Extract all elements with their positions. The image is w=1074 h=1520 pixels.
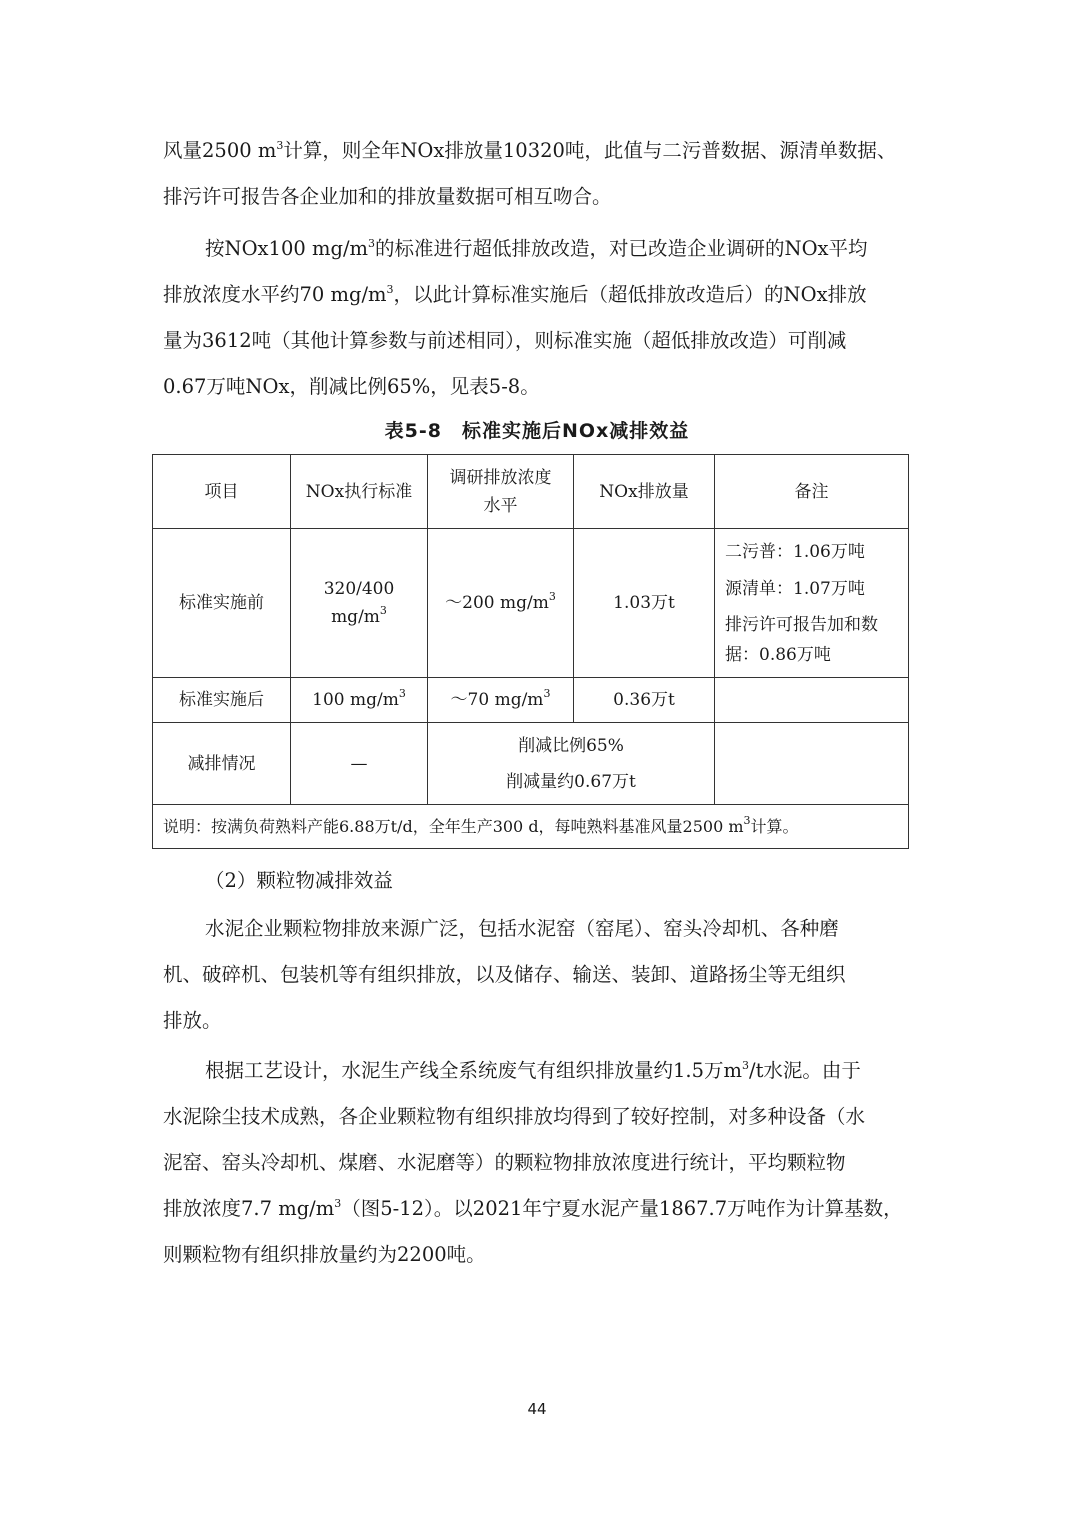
paragraph-2-line-4: 0.67万吨NOx，削减比例65%，见表5-8。 xyxy=(163,375,540,398)
cell-before-level: ～200 $mg/m^3$ xyxy=(428,529,574,678)
header-nox-emission: NOx排放量 xyxy=(574,455,715,529)
table-caption: 表5-8 标准实施后NOx减排效益 xyxy=(384,420,690,442)
cell-reduction-merged: 削减比例65% 削减量约0.67万t xyxy=(428,723,715,805)
paragraph-3 xyxy=(163,906,911,1044)
cell-after-notes xyxy=(715,678,909,723)
cell-before-emission: 1.03万t xyxy=(574,529,715,678)
table-footnote-row xyxy=(153,805,909,849)
paragraph-4-line-5: 则颗粒物有组织排放量约为2200吨。 xyxy=(163,1243,486,1266)
cell-before-notes: 二污普：1.06万吨 源清单：1.07万吨 排污许可报告加和数 据：0.86万吨 xyxy=(715,529,909,678)
table-header-row xyxy=(153,455,909,529)
paragraph-1 xyxy=(163,128,911,220)
paragraph-3-line-2: 机、破碎机、包装机等有组织排放，以及储存、输送、装卸、道路扬尘等无组织 xyxy=(163,963,846,986)
cell-reduction-label: 减排情况 xyxy=(153,723,291,805)
cell-after-emission: 0.36万t xyxy=(574,678,715,723)
cell-reduction-standard: — xyxy=(291,723,428,805)
header-item: 项目 xyxy=(153,455,291,529)
paragraph-4-line-3: 泥窑、窑头冷却机、煤磨、水泥磨等）的颗粒物排放浓度进行统计，平均颗粒物 xyxy=(163,1151,846,1174)
cell-reduction-notes xyxy=(715,723,909,805)
header-nox-standard: NOx执行标准 xyxy=(291,455,428,529)
paragraph-4 xyxy=(163,1048,911,1278)
paragraph-4-line-4: 排放浓度7.7 $mg/m^3$（图5-12）。以2021年宁夏水泥产量1867.7万吨作为计算基数， xyxy=(163,1197,903,1220)
header-notes: 备注 xyxy=(715,455,909,529)
paragraph-1-line-2: 排污许可报告各企业加和的排放量数据可相互吻合。 xyxy=(163,185,612,208)
table-row-before xyxy=(153,529,909,678)
cell-after-label: 标准实施后 xyxy=(153,678,291,723)
paragraph-4-line-1: 根据工艺设计，水泥生产线全系统废气有组织排放量约1.5万$m^3/t$水泥。由于 xyxy=(205,1059,861,1082)
paragraph-2-line-2: 排放浓度水平约70 $mg/m^3$，以此计算标准实施后（超低排放改造后）的NOx排放 xyxy=(163,283,867,306)
paragraph-2-line-3: 量为3612吨（其他计算参数与前述相同），则标准实施（超低排放改造）可削减 xyxy=(163,329,847,352)
header-survey-level: 调研排放浓度 水平 xyxy=(428,455,574,529)
paragraph-3-line-3: 排放。 xyxy=(163,1009,222,1032)
cell-before-standard: 320/400 $mg/m^3$ xyxy=(291,529,428,678)
nox-reduction-table xyxy=(152,454,909,849)
cell-after-level: ～70 $mg/m^3$ xyxy=(428,678,574,723)
table-row-after xyxy=(153,678,909,723)
table-footnote: 说明：按满负荷熟料产能6.88万t/d，全年生产300 d，每吨熟料基准风量2500 $m^3$计算。 xyxy=(153,805,909,849)
paragraph-1-line-1: 风量2500 $m^3$计算，则全年NOx排放量10320吨，此值与二污普数据、源清单数据、 xyxy=(163,139,897,162)
subheading-particulate: （2）颗粒物减排效益 xyxy=(205,869,393,892)
paragraph-2 xyxy=(163,226,911,410)
page-number: 44 xyxy=(527,1400,547,1418)
paragraph-4-line-2: 水泥除尘技术成熟，各企业颗粒物有组织排放均得到了较好控制，对多种设备（水 xyxy=(163,1105,866,1128)
table-row-reduction xyxy=(153,723,909,805)
paragraph-3-line-1: 水泥企业颗粒物排放来源广泛，包括水泥窑（窑尾）、窑头冷却机、各种磨 xyxy=(205,917,839,940)
cell-before-label: 标准实施前 xyxy=(153,529,291,678)
cell-after-standard: 100 $mg/m^3$ xyxy=(291,678,428,723)
paragraph-2-line-1: 按NOx100 $mg/m^3$的标准进行超低排放改造，对已改造企业调研的NOx平均 xyxy=(205,237,868,260)
